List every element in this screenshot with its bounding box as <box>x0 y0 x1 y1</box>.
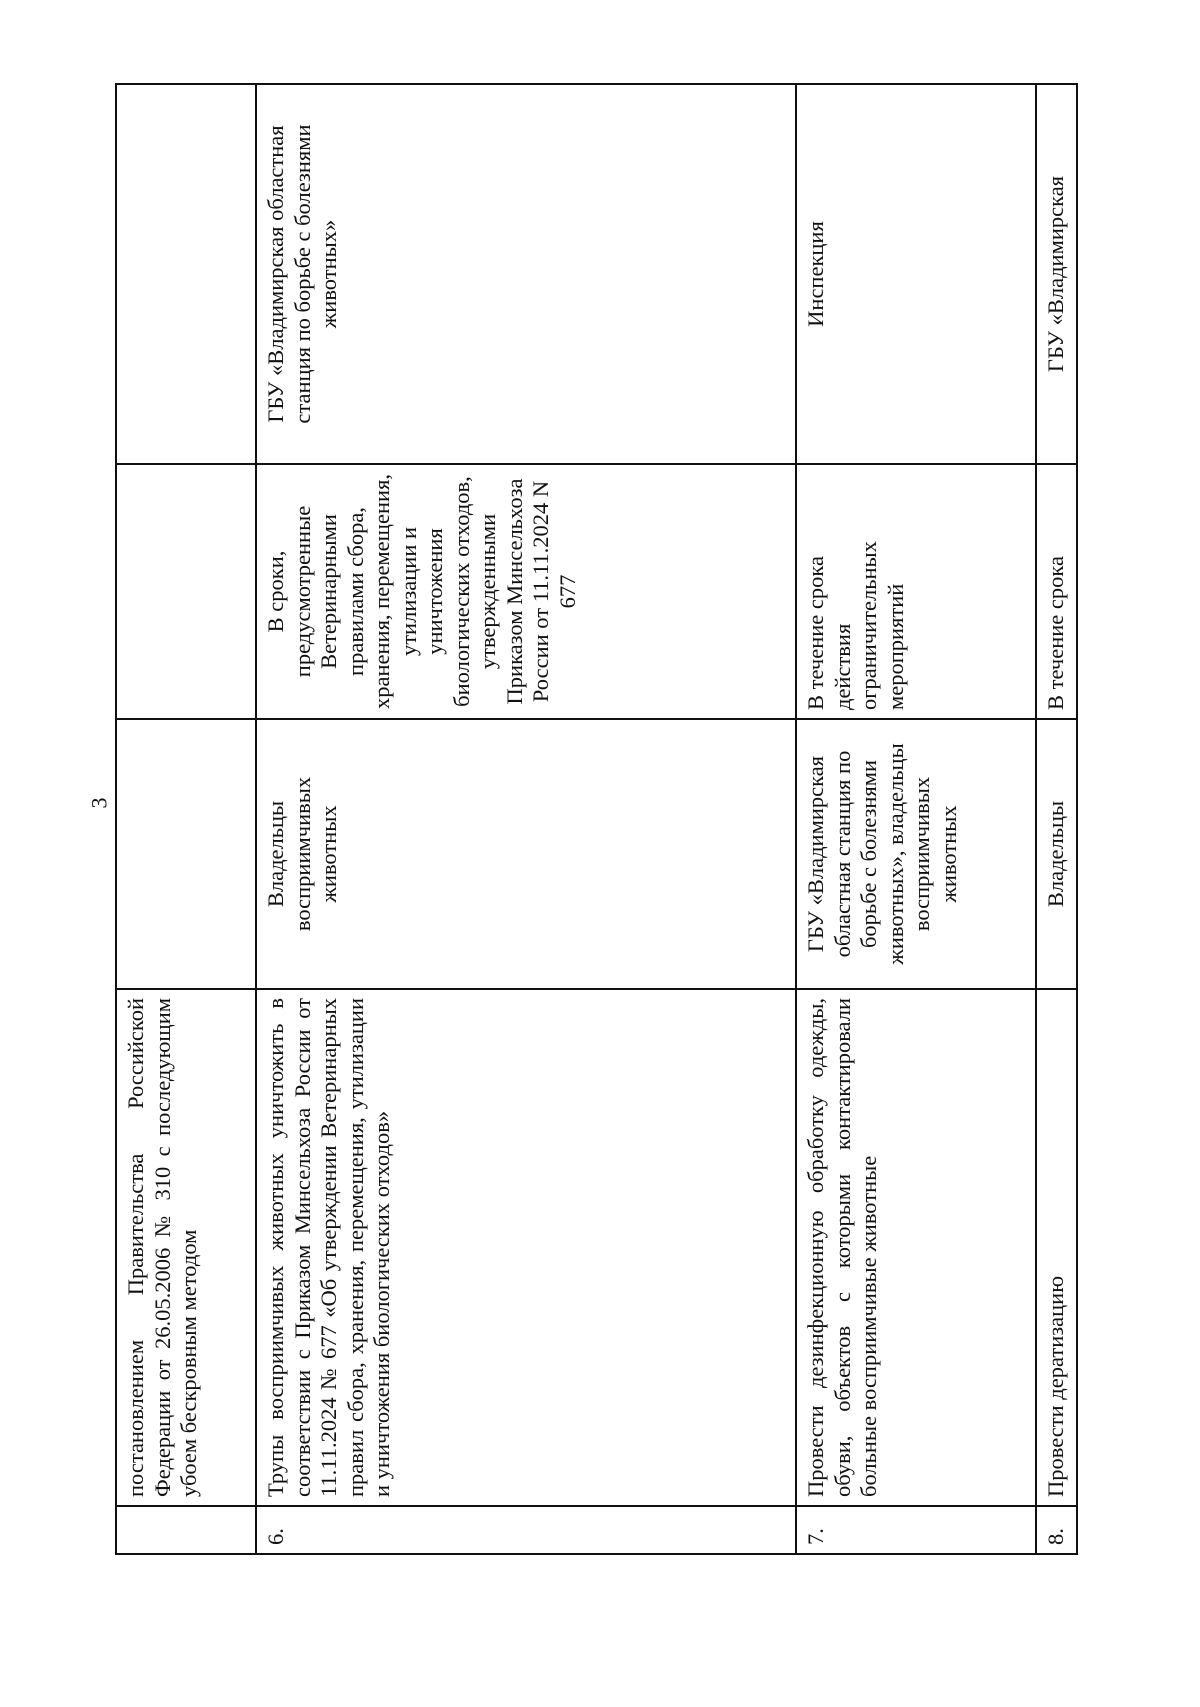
controller-cell: ГБУ «Владимирская областная станция по борьбе с болезнями животных» <box>256 84 796 464</box>
measure-cell: Трупы восприимчивых животных уничтожить в соответствии с Приказом Минсельхоза России от 11.11.2024 № 677 «Об утверждении Ветеринарных правил сбора, хранения, перемещения, утилизации и уничтожения биологических отходов» <box>256 989 796 1506</box>
measure-cell: Провести дератизацию <box>1036 989 1077 1506</box>
table-row <box>256 84 796 1554</box>
deadline-cell <box>116 464 256 719</box>
table-row <box>116 84 256 1554</box>
controller-cell: Инспекция <box>796 84 1036 464</box>
deadline-cell: В течение срока действия ограничительных мероприятий <box>796 464 1036 719</box>
row-number <box>116 1506 256 1554</box>
deadline-cell: В сроки, предусмотренные Ветеринарными правилами сбора, хранения, перемещения, утилизации и уничтожения биологических отходов, утвержденными Приказом Минсельхоза России от 11.11.2024 N 677 <box>256 464 796 719</box>
row-number: 7. <box>796 1506 1036 1554</box>
measure-cell: Провести дезинфекционную обработку одежды, обуви, объектов с которыми контактировали больные восприимчивые животные <box>796 989 1036 1506</box>
responsible-cell: Владельцы <box>1036 719 1077 989</box>
measure-cell: постановлением Правительства Российской Федерации от 26.05.2006 № 310 с последующим убоем бескровным методом <box>116 989 256 1506</box>
row-number: 6. <box>256 1506 796 1554</box>
deadline-cell: В течение срока <box>1036 464 1077 719</box>
table-row <box>796 84 1036 1554</box>
responsible-cell: Владельцы восприимчивых животных <box>256 719 796 989</box>
table-row <box>1036 84 1077 1554</box>
page-number: 3 <box>86 797 112 809</box>
controller-cell: ГБУ «Владимирская <box>1036 84 1077 464</box>
measures-table <box>115 83 1078 1555</box>
responsible-cell <box>116 719 256 989</box>
controller-cell <box>116 84 256 464</box>
row-number: 8. <box>1036 1506 1077 1554</box>
rotated-table-container <box>115 85 1070 1555</box>
responsible-cell: ГБУ «Владимирская областная станция по борьбе с болезнями животных», владельцы восприимчивых животных <box>796 719 1036 989</box>
